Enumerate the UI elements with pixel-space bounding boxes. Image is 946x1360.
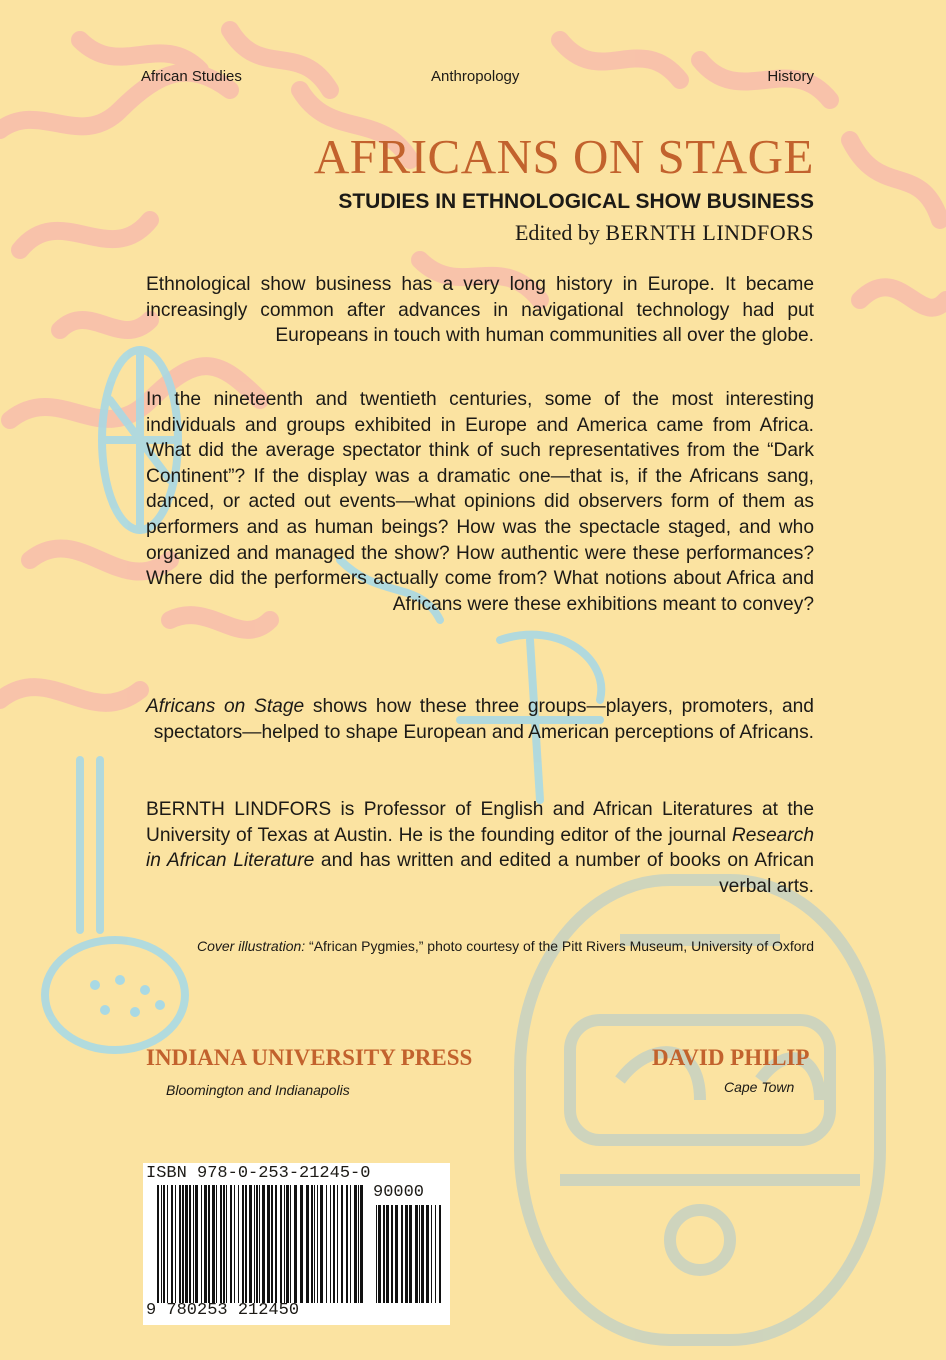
barcode-bar [216, 1185, 217, 1303]
barcode-bar [234, 1185, 235, 1303]
barcode-bar [354, 1185, 357, 1303]
barcode-bar [179, 1185, 181, 1303]
barcode-bar [360, 1185, 363, 1303]
barcode-bar [306, 1185, 309, 1303]
barcode-bar [271, 1185, 273, 1303]
barcode-bar [358, 1185, 359, 1303]
barcode-bar [326, 1185, 327, 1303]
isbn-text: ISBN 978-0-253-21245-0 [146, 1164, 371, 1183]
barcode-bar [175, 1185, 176, 1303]
barcode-bar [286, 1185, 289, 1303]
barcode-bar [431, 1205, 432, 1303]
barcode-bar [275, 1185, 277, 1303]
barcode-bar [204, 1185, 207, 1303]
barcode-bar [193, 1185, 194, 1303]
barcode-bar [337, 1185, 338, 1303]
barcode-bar [220, 1185, 222, 1303]
barcode-bar [201, 1185, 202, 1303]
barcode-bar [294, 1185, 297, 1303]
isbn-barcode [143, 1163, 450, 1325]
category-anthropology: Anthropology [431, 68, 520, 85]
barcode-bar [242, 1185, 244, 1303]
barcode-bar [311, 1185, 313, 1303]
barcode-bar [386, 1205, 389, 1303]
barcode-bar [171, 1185, 173, 1303]
barcode-bar [290, 1185, 291, 1303]
barcode-bar [161, 1185, 162, 1303]
barcode-bar [189, 1185, 191, 1303]
barcode-bar [245, 1185, 247, 1303]
description-paragraph-1: Ethnological show business has a very long history in Europe. It became increasingly common after advances in navigational technology had put Europeans in touch with human communities all over the globe. [146, 274, 814, 347]
barcode-bar [163, 1185, 165, 1303]
barcode-bar [157, 1185, 159, 1303]
barcode-bar [208, 1185, 210, 1303]
editor-prefix: Edited by [514, 220, 600, 245]
barcode-bar [182, 1185, 184, 1303]
barcode-bar [405, 1205, 408, 1303]
barcode-bar [212, 1185, 215, 1303]
category-history: History [767, 68, 814, 85]
barcode-bar [391, 1205, 393, 1303]
book-title-italic: Africans on Stage [146, 696, 305, 717]
publisher-david-philip-city: Cape Town [724, 1079, 795, 1095]
journal-title: Research in African Literature [146, 824, 814, 872]
editor-line [515, 220, 814, 246]
barcode-bar [226, 1185, 227, 1303]
barcode-bar [185, 1185, 188, 1303]
publisher-david-philip: DAVID PHILIP [652, 1045, 810, 1070]
barcode-bar [383, 1205, 385, 1303]
barcode-bar [238, 1185, 239, 1303]
barcode-bar [376, 1205, 377, 1303]
publisher-indiana: INDIANA UNIVERSITY PRESS [146, 1045, 473, 1070]
barcode-bar [378, 1205, 381, 1303]
barcode-bar [259, 1185, 260, 1303]
barcode-bars [157, 1185, 367, 1303]
description-paragraph-2: In the nineteenth and twentieth centuries, some of the most interesting individuals and groups exhibited in Europe and America came from Africa. What did the average spectator think of such representatives from the “Dark Continent”? If the display was a dramatic one—that is, if the Africans sang, danced, or acted out events—what opinions did observers form of them as performers and as human beings? How was the spectacle staged, and who organized and managed the show? How authentic were these performances? Where did the performers actually come from? What notions about Africa and Africans were these exhibitions meant to convey? [146, 389, 814, 615]
barcode-bar [317, 1185, 318, 1303]
barcode-bar [415, 1205, 418, 1303]
barcode-bar [167, 1185, 168, 1303]
barcode-bar [254, 1185, 255, 1303]
barcode-bar [419, 1205, 420, 1303]
price-bars [376, 1205, 446, 1303]
cover-credit: Cover illustration: “African Pygmies,” photo courtesy of the Pitt Rivers Museum, University of Oxford [197, 938, 814, 954]
barcode-bar [395, 1205, 398, 1303]
barcode-bar [267, 1185, 270, 1303]
book-title: AFRICANS ON STAGE [313, 129, 814, 184]
barcode-bar [300, 1185, 303, 1303]
category-african-studies: African Studies [141, 68, 242, 85]
barcode-bar [230, 1185, 232, 1303]
credit-label: Cover illustration: [197, 938, 306, 954]
barcode-bar [280, 1185, 282, 1303]
barcode-bar [421, 1205, 424, 1303]
barcode-bar [262, 1185, 265, 1303]
barcode-digits: 9 780253 212450 [146, 1301, 300, 1320]
editor-name: BERNTH LINDFORS [605, 220, 814, 245]
barcode-bar [314, 1185, 315, 1303]
barcode-bar [195, 1185, 198, 1303]
barcode-bar [284, 1185, 285, 1303]
author-bio: BERNTH LINDFORS is Professor of English and African Literatures at the University of Texas at Austin. He is the founding editor of the journal Research in African Literature and has written and edited a number of books on African verbal arts. [146, 799, 814, 897]
barcode-bar [350, 1185, 351, 1303]
barcode-bar [409, 1205, 412, 1303]
publisher-indiana-city: Bloomington and Indianapolis [166, 1082, 350, 1098]
barcode-bar [435, 1205, 436, 1303]
description-paragraph-3: Africans on Stage shows how these three groups—players, promoters, and spectators—helped to shape European and American perceptions of Africans. [146, 696, 814, 743]
barcode-bar [439, 1205, 441, 1303]
barcode-bar [256, 1185, 258, 1303]
barcode-bar [330, 1185, 331, 1303]
price-code: 90000 [373, 1183, 425, 1202]
barcode-bar [249, 1185, 252, 1303]
barcode-bar [333, 1185, 335, 1303]
barcode-bar [346, 1185, 348, 1303]
barcode-bar [320, 1185, 323, 1303]
barcode-bar [341, 1185, 343, 1303]
barcode-bar [426, 1205, 429, 1303]
barcode-bar [401, 1205, 403, 1303]
book-subtitle: STUDIES IN ETHNOLOGICAL SHOW BUSINESS [338, 190, 814, 213]
barcode-bar [223, 1185, 225, 1303]
